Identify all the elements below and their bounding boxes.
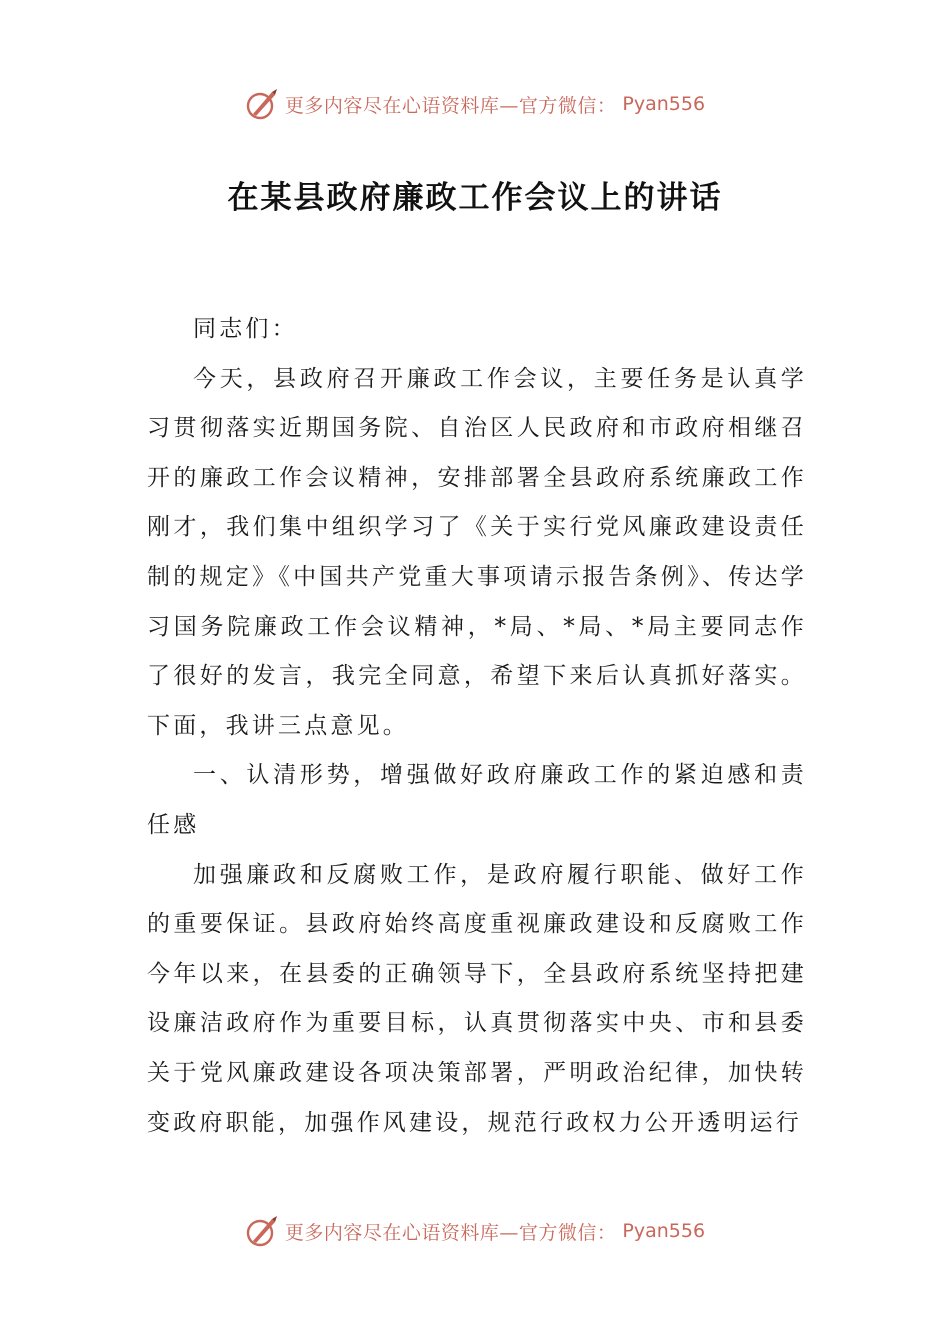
paragraph-intro: 今天，县政府召开廉政工作会议，主要任务是认真学习贯彻落实近期国务院、自治区人民政府和市政府相继召开的廉政工作会议精神，安排部署全县政府系统廉政工作刚才，我们集中组织学习了《关于实行党风廉政建设责任制的规定》《中国共产党重大事项请示报告条例》、传达学习国务院廉政工作会议精神，*局、*局、*局主要同志作了很好的发言，我完全同意，希望下来后认真抓好落实。下面，我讲三点意见。 — [147, 365, 807, 739]
quill-logo-icon — [245, 87, 279, 121]
watermark-text: 更多内容尽在心语资料库—官方微信： — [284, 1221, 617, 1244]
paragraph-salutation: 同志们： — [193, 316, 298, 342]
watermark-footer — [0, 1211, 950, 1251]
document-title: 在某县政府廉政工作会议上的讲话 — [227, 180, 723, 216]
document-body — [147, 305, 807, 1148]
watermark-header — [0, 84, 950, 124]
quill-logo-icon — [245, 1214, 279, 1248]
watermark-wechat-id: Pyan556 — [622, 93, 706, 115]
paragraph-section-1: 加强廉政和反腐败工作，是政府履行职能、做好工作的重要保证。县政府始终高度重视廉政建设和反腐败工作今年以来，在县委的正确领导下，全县政府系统坚持把建设廉洁政府作为重要目标，认真贯彻落实中央、市和县委关于党风廉政建设各项决策部署，严明政治纪律，加快转变政府职能，加强作风建设，规范行政权力公开透明运行 — [147, 861, 807, 1136]
watermark-text: 更多内容尽在心语资料库—官方微信： — [284, 94, 617, 117]
watermark-wechat-id: Pyan556 — [622, 1220, 706, 1242]
section-heading-1: 一、认清形势，增强做好政府廉政工作的紧迫感和责任感 — [147, 762, 807, 838]
